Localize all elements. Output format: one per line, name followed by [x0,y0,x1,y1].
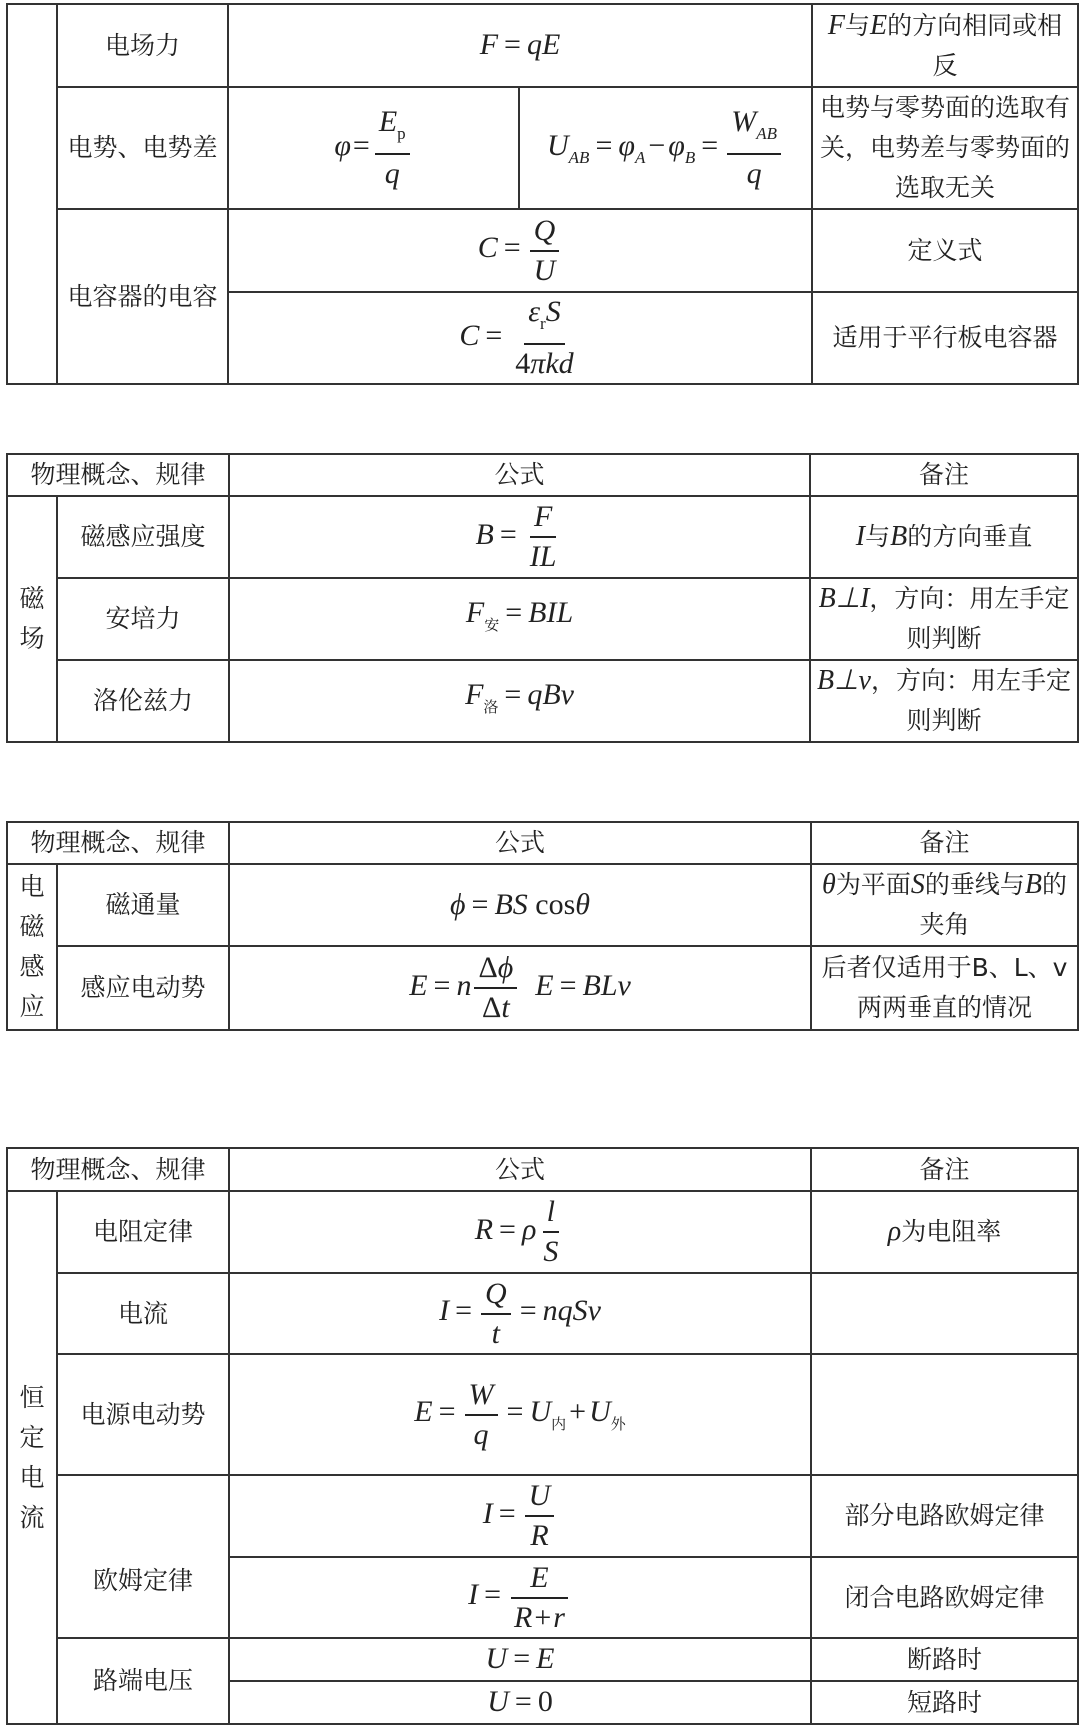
concept-capacitance: 电容器的电容 [57,209,228,384]
section-magnetic-field: 磁 场 [7,496,57,742]
formula-terminal-voltage-open: U = E [229,1638,811,1681]
formula-potential-difference: $U_{AB} = \varphi_A - \varphi_B$ = $\frac{W_{AB}}{q}$ [519,87,812,209]
concept-potential: 电势、电势差 [57,87,228,209]
concept-source-emf: 电源电动势 [57,1354,229,1475]
note-induced-emf: 后者仅适用于B、L、v两两垂直的情况 [811,946,1078,1030]
section-em-induction: 电 磁 感 应 [7,864,57,1030]
formula-terminal-voltage-short: U = 0 [229,1681,811,1724]
formula-ampere-force: $F_安$ = BIL [229,578,810,660]
formula-induced-emf: E = n $\frac{\Delta\phi}{\Delta t}$ E = BLv [229,946,811,1030]
header-concept: 物理概念、规律 [7,822,229,864]
note-terminal-voltage-short: 短路时 [811,1681,1078,1724]
formula-lorentz-force: $F_洛$ = qBv [229,660,810,742]
note-ohms-law-partial: 部分电路欧姆定律 [811,1475,1078,1557]
header-note: 备注 [810,454,1078,496]
formula-capacitance-plate: C = $\frac{\varepsilon_rS}{\text{4πkd}}$ [228,292,812,384]
note-magnetic-induction: I与B的方向垂直 [810,496,1078,578]
concept-resistance-law: 电阻定律 [57,1191,229,1273]
header-concept: 物理概念、规律 [7,1148,229,1191]
formula-source-emf: E = $\frac{W}{q}$ = $U_内 + U_外$ [229,1354,811,1475]
formula-ohms-law-closed: I = $\frac{E}{R+r}$ [229,1557,811,1638]
note-capacitance-def: 定义式 [812,209,1078,292]
note-potential: 电势与零势面的选取有关，电势差与零势面的选取无关 [812,87,1078,209]
concept-current: 电流 [57,1273,229,1354]
note-lorentz-force: B⊥v，方向：用左手定则判断 [810,660,1078,742]
electric-field-table [6,3,1079,385]
concept-electric-force: 电场力 [57,4,228,87]
concept-induced-emf: 感应电动势 [57,946,229,1030]
formula-resistance-law: R = ρ $\frac{l}{S}$ [229,1191,811,1273]
note-magnetic-flux: θ为平面S的垂线与B的夹角 [811,864,1078,946]
note-capacitance-plate: 适用于平行板电容器 [812,292,1078,384]
concept-lorentz-force: 洛伦兹力 [57,660,229,742]
formula-capacitance-def: C = $\frac{Q}{U}$ [228,209,812,292]
formula-potential: φ= $\frac{E_p}{q}$ [228,87,519,209]
concept-terminal-voltage: 路端电压 [57,1638,229,1724]
formula-ohms-law-partial: I = $\frac{U}{R}$ [229,1475,811,1557]
note-ampere-force: B⊥I，方向：用左手定则判断 [810,578,1078,660]
steady-current-table [6,1147,1079,1725]
concept-ohms-law: 欧姆定律 [57,1475,229,1638]
note-resistance-law: ρ为电阻率 [811,1191,1078,1273]
header-formula: 公式 [229,822,811,864]
note-current [811,1273,1078,1354]
note-electric-force: F与E的方向相同或相反 [812,4,1078,87]
header-formula: 公式 [229,1148,811,1191]
concept-magnetic-induction: 磁感应强度 [57,496,229,578]
header-note: 备注 [811,822,1078,864]
header-formula: 公式 [229,454,810,496]
section-steady-current: 恒 定 电 流 [7,1191,57,1724]
header-note: 备注 [811,1148,1078,1191]
concept-magnetic-flux: 磁通量 [57,864,229,946]
header-concept: 物理概念、规律 [7,454,229,496]
note-terminal-voltage-open: 断路时 [811,1638,1078,1681]
note-ohms-law-closed: 闭合电路欧姆定律 [811,1557,1078,1638]
formula-current: I = $\frac{Q}{t}$ = nqSv [229,1273,811,1354]
formula-electric-force: F = qE [228,4,812,87]
magnetic-field-table [6,453,1079,743]
formula-magnetic-induction: B = $\frac{F}{IL}$ [229,496,810,578]
electromagnetic-induction-table [6,821,1079,1031]
concept-ampere-force: 安培力 [57,578,229,660]
note-source-emf [811,1354,1078,1475]
section-cell [7,4,57,384]
formula-magnetic-flux: ϕ = BS cosθ [229,864,811,946]
